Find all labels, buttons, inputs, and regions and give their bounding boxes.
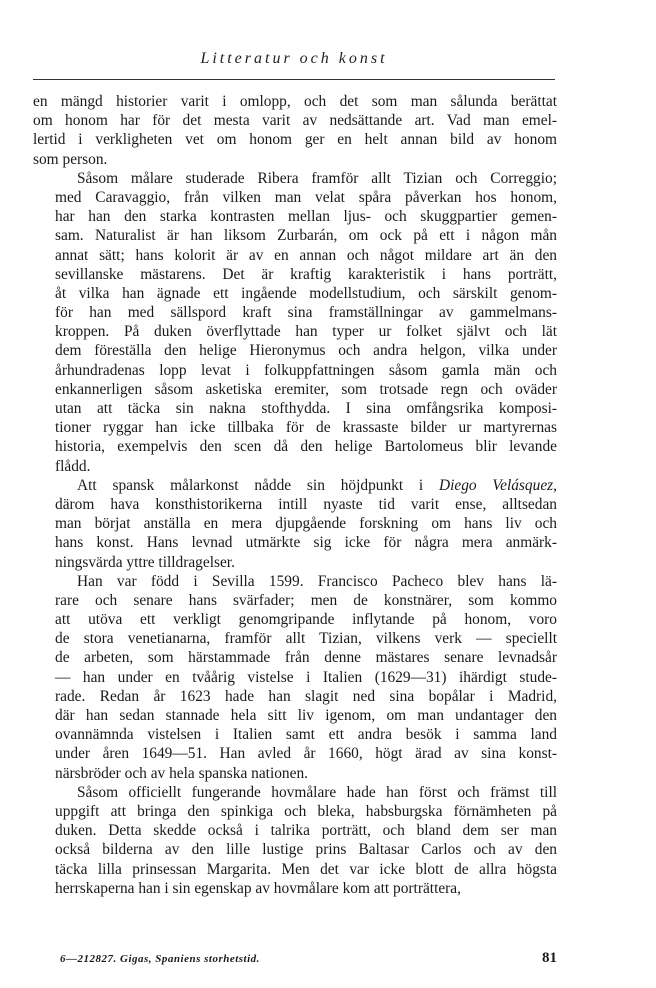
text-line: annat sätt; hans kolorit är av en annan och något mildare art än den	[55, 246, 557, 264]
paragraph	[33, 783, 557, 898]
text-line: en mängd historier varit i omlopp, och det som man sålunda berättat	[33, 93, 557, 110]
printer-signature: 6—212827. Gigas, Spaniens storhetstid.	[60, 953, 260, 965]
text-line: man börjat anställa en mera djupgående forskning om hans liv och	[55, 515, 557, 533]
text-line: rare och senare hans svärfader; men de konstnärer, som kommo	[55, 591, 557, 609]
text-line: som person.	[33, 150, 108, 168]
running-head: Litteratur och konst	[200, 50, 388, 67]
text-line: de arbeten, som härstammade från denne mästares senare levnadsår	[55, 649, 557, 667]
text-line: att utöva ett verkligt genomgripande inflytande på honom, voro	[55, 611, 557, 629]
text-line: de stora venetianarna, framför allt Tizian, vilkens verk — speciellt	[55, 630, 557, 648]
emphasized-name: Diego Velásquez,	[439, 476, 557, 494]
text-line: utan att täcka sin nakna stofthydda. I sina omfångsrika komposi-	[55, 400, 557, 417]
text-line: Såsom officiellt fungerande hovmålare hade han först och främst till	[77, 783, 557, 801]
text-line: har han den starka kontrasten mellan ljus- och skuggpartier gemen-	[55, 208, 557, 226]
text-line: lertid i verkligheten vet om honom ger en helt annan bild av honom	[33, 131, 557, 149]
text-line: århundradenas lopp levat i folkuppfattningen såsom gamla män och	[55, 361, 557, 379]
text-line: där han sedan stannade hela sitt liv igenom, om man undantager den	[55, 707, 557, 724]
header-rule	[33, 79, 555, 80]
text-line: åt vilka han ägnade ett ingående modellstudium, och särskilt genom-	[55, 284, 557, 302]
text-line: täcka lilla prinsessan Margarita. Men det var icke blott de allra högsta	[55, 860, 557, 878]
text-line: Han var född i Sevilla 1599. Francisco Pacheco blev hans lä-	[77, 572, 557, 590]
text-line: ningsvärda yttre tilldragelser.	[55, 553, 235, 571]
text-line: duken. Detta skedde också i talrika porträtt, och bland dem ser man	[55, 822, 557, 840]
body-text	[33, 92, 557, 898]
text-line: under åren 1649—51. Han avled år 1660, högt ärad av sina konst-	[55, 745, 557, 763]
text-line: historia, exempelvis den scen då den helige Bartolomeus blir levande	[55, 438, 557, 456]
text-line: rade. Redan år 1623 hade han slagit ned sina bopålar i Madrid,	[55, 687, 557, 705]
paragraph	[33, 92, 557, 169]
text-line: om honom har för det mesta varit av nedsättande art. Vad man emel-	[33, 112, 557, 130]
paragraph	[33, 476, 557, 572]
paragraph	[33, 169, 557, 476]
page-number: 81	[542, 950, 557, 966]
text-line: tioner ryggar han icke tillbaka för de krassaste bilder ur martyrernas	[55, 419, 557, 437]
text-line: dem föreställa den helige Hieronymus och andra helgon, vilka under	[55, 342, 557, 360]
text-line: herrskaperna han i sin egenskap av hovmålare kom att porträttera,	[55, 879, 461, 897]
text-line: ovannämnda vistelsen i Italien samt ett andra besök i samma land	[55, 726, 557, 744]
text-line: flådd.	[55, 457, 91, 475]
text-line: enkannerligen såsom asketiska eremiter, som trotsade regn och oväder	[55, 380, 557, 398]
text-line: för han med sällspord kraft sina framställningar av gammelmans-	[55, 304, 557, 322]
text-line: sevillanske mästarens. Det är kraftig karakteristik i hans porträtt,	[55, 265, 557, 283]
text-line: uppgift att bringa den spinkiga och bleka, habsburgska förnämheten på	[55, 802, 557, 820]
paragraph	[33, 572, 557, 783]
text-line: Att spansk målarkonst nådde sin höjdpunkt i Diego Velásquez,	[77, 476, 557, 494]
text-line: hans konst. Hans levnad utmärkte sig icke för några mera anmärk-	[55, 534, 557, 552]
text-line: Såsom målare studerade Ribera framför allt Tizian och Correggio;	[77, 169, 557, 187]
text-line: med Caravaggio, från vilken man velat spåra påverkan hos honom,	[55, 188, 557, 206]
text-line: närsbröder och av hela spanska nationen.	[55, 764, 308, 782]
text-line: sam. Naturalist är han liksom Zurbarán, om ock på ett i någon mån	[55, 227, 557, 245]
text-line: också bilderna av den lille lustige prins Baltasar Carlos och av den	[55, 841, 557, 859]
text-line: kroppen. På duken överflyttade han typer ur folket självt och lät	[55, 323, 557, 341]
text-line: därom hava konsthistorikerna intill nyaste tid varit ense, alltsedan	[55, 495, 557, 513]
text-line: — han under en tvåårig vistelse i Italien (1629—31) ihärdigt stude-	[55, 668, 557, 686]
